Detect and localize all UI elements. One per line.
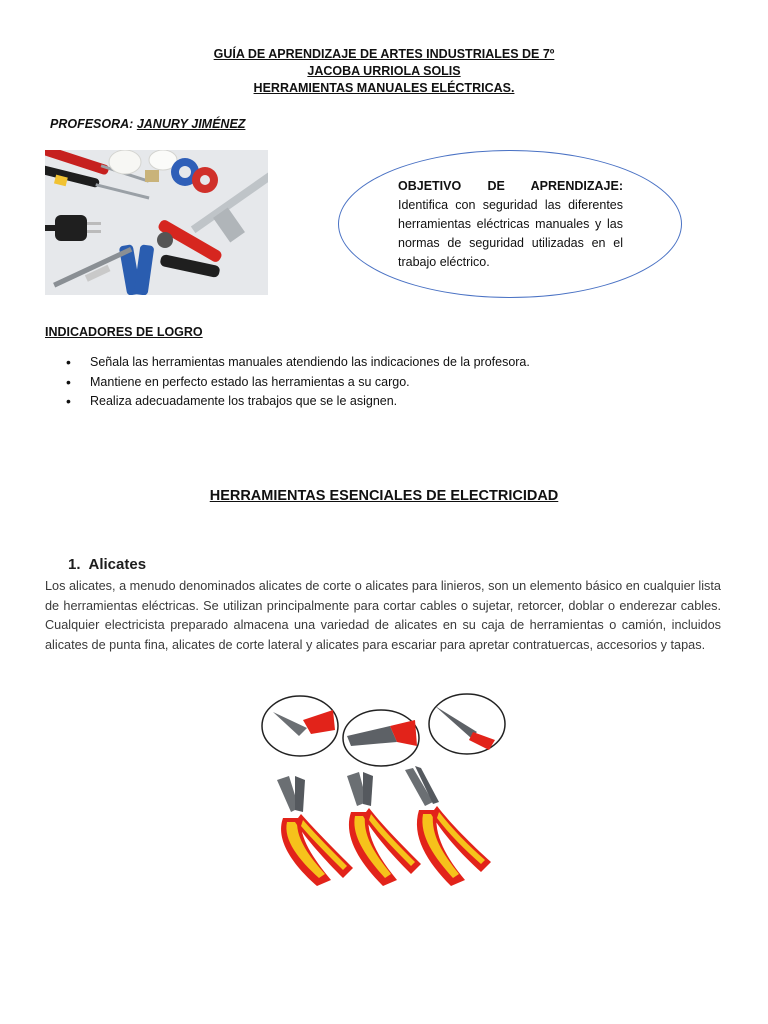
- pliers-detail-circle: [262, 696, 338, 756]
- indicators-title: INDICADORES DE LOGRO: [45, 325, 203, 339]
- header-line-guide: GUÍA DE APRENDIZAJE DE ARTES INDUSTRIALES DE 7º: [213, 47, 555, 61]
- objective-text: [398, 177, 623, 272]
- header-line-school: JACOBA URRIOLA SOLIS: [307, 64, 461, 78]
- list-item: • Realiza adecuadamente los trabajos que se le asignen.: [62, 392, 530, 412]
- tools-photo: [45, 150, 268, 295]
- needle-nose-pliers-image: [405, 766, 491, 886]
- subsection-heading: [68, 556, 146, 573]
- pliers-figure: [255, 690, 520, 890]
- indicators-list: [62, 353, 530, 412]
- objective-body: Identifica con seguridad las diferentes herramientas eléctricas manuales y las normas de seguridad utilizadas en el trabajo eléctrico.: [398, 198, 623, 269]
- pliers-detail-circle: [343, 710, 419, 766]
- pliers-paragraph: Los alicates, a menudo denominados alicates de corte o alicates para linieros, son un elemento básico en cualquier lista de herramientas eléctricas. Se utilizan principalmente para cortar cables o sujetar, retorcer, doblar o enderezar cables. Cualquier electricista preparado almacena una variedad de alicates en su caja de herramientas o camión, incluidos alicates de punta fina, alicates de corte lateral y alicates para escariar para apretar contratuercas, accesorios y tapas.: [45, 579, 721, 652]
- list-item: • Mantiene en perfecto estado las herramientas a su cargo.: [62, 373, 530, 393]
- teacher-line: [50, 117, 245, 131]
- pliers-detail-circle: [429, 694, 505, 754]
- subsection-title: Alicates: [88, 556, 147, 573]
- document-header: [0, 46, 768, 97]
- list-item: • Señala las herramientas manuales atendiendo las indicaciones de la profesora.: [62, 353, 530, 373]
- objective-label: OBJETIVO DE APRENDIZAJE:: [398, 179, 623, 193]
- section-title: HERRAMIENTAS ESENCIALES DE ELECTRICIDAD: [209, 488, 559, 504]
- combination-pliers-image: [277, 776, 353, 886]
- subsection-number: 1.: [68, 556, 81, 573]
- teacher-name: JANURY JIMÉNEZ: [136, 117, 246, 131]
- header-line-topic: HERRAMIENTAS MANUALES ELÉCTRICAS.: [253, 81, 515, 95]
- teacher-label: PROFESORA:: [50, 117, 134, 131]
- lineman-pliers-image: [347, 772, 421, 886]
